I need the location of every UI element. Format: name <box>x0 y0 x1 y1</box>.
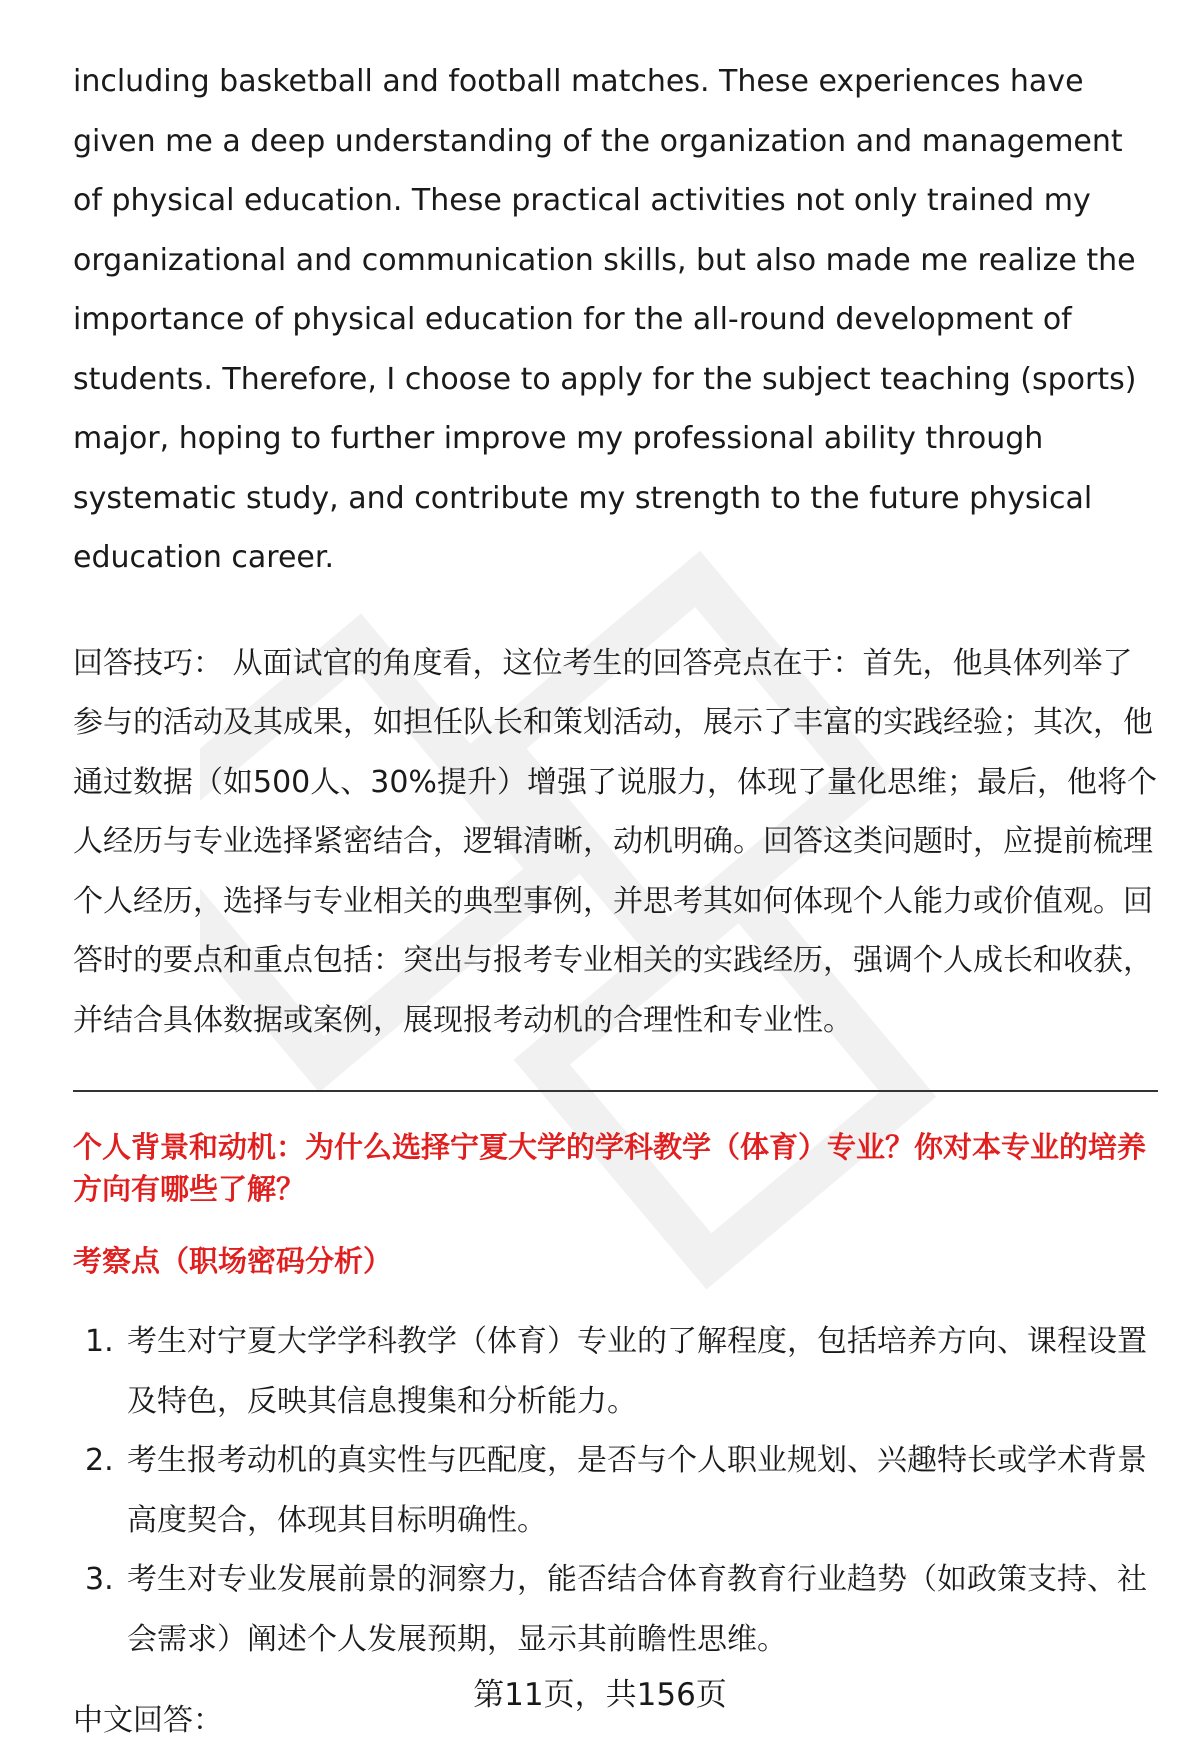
list-item-number: 3. <box>85 1562 114 1597</box>
list-item <box>73 1312 1158 1431</box>
question-heading: 个人背景和动机：为什么选择宁夏大学的学科教学（体育）专业？你对本专业的培养方向有哪些了解？ <box>73 1130 1147 1206</box>
list-item-number: 2. <box>85 1443 114 1478</box>
chinese-answer-label: 中文回答： <box>73 1703 223 1738</box>
list-item-text: 考生对专业发展前景的洞察力，能否结合体育教育行业趋势（如政策支持、社会需求）阐述个人发展预期，显示其前瞻性思维。 <box>127 1562 1147 1657</box>
section-divider <box>73 1090 1158 1092</box>
exam-points-list <box>73 1312 1158 1669</box>
answer-tip-paragraph: 回答技巧： 从面试官的角度看，这位考生的回答亮点在于：首先，他具体列举了参与的活动及其成果，如担任队长和策划活动，展示了丰富的实践经验；其次，他通过数据（如500人、30%提升）增强了说服力，体现了量化思维；最后，他将个人经历与专业选择紧密结合，逻辑清晰，动机明确。回答这类问题时，应提前梳理个人经历，选择与专业相关的典型事例，并思考其如何体现个人能力或价值观。回答时的要点和重点包括：突出与报考专业相关的实践经历，强调个人成长和收获，并结合具体数据或案例，展现报考动机的合理性和专业性。 <box>73 645 1157 1038</box>
list-item <box>73 1550 1158 1669</box>
english-paragraph: including basketball and football matches. These experiences have given me a deep understanding of the organization and management of physical education. These practical activities not only trained my organizational and communication skills, but also made me realize the importance of physical education for the all-round development of students. Therefore, I choose to apply for the subject teaching (sports) major, hoping to further improve my professional ability through systematic study, and contribute my strength to the future physical education career. <box>73 64 1137 575</box>
document-page <box>73 52 1158 1751</box>
exam-points-title: 考察点（职场密码分析） <box>73 1244 393 1278</box>
list-item-number: 1. <box>85 1324 114 1359</box>
list-item-text: 考生报考动机的真实性与匹配度，是否与个人职业规划、兴趣特长或学术背景高度契合，体现其目标明确性。 <box>127 1443 1147 1538</box>
page-number-footer: 第11页，共156页 <box>473 1677 727 1713</box>
list-item-text: 考生对宁夏大学学科教学（体育）专业的了解程度，包括培养方向、课程设置及特色，反映其信息搜集和分析能力。 <box>127 1324 1147 1419</box>
list-item <box>73 1431 1158 1550</box>
